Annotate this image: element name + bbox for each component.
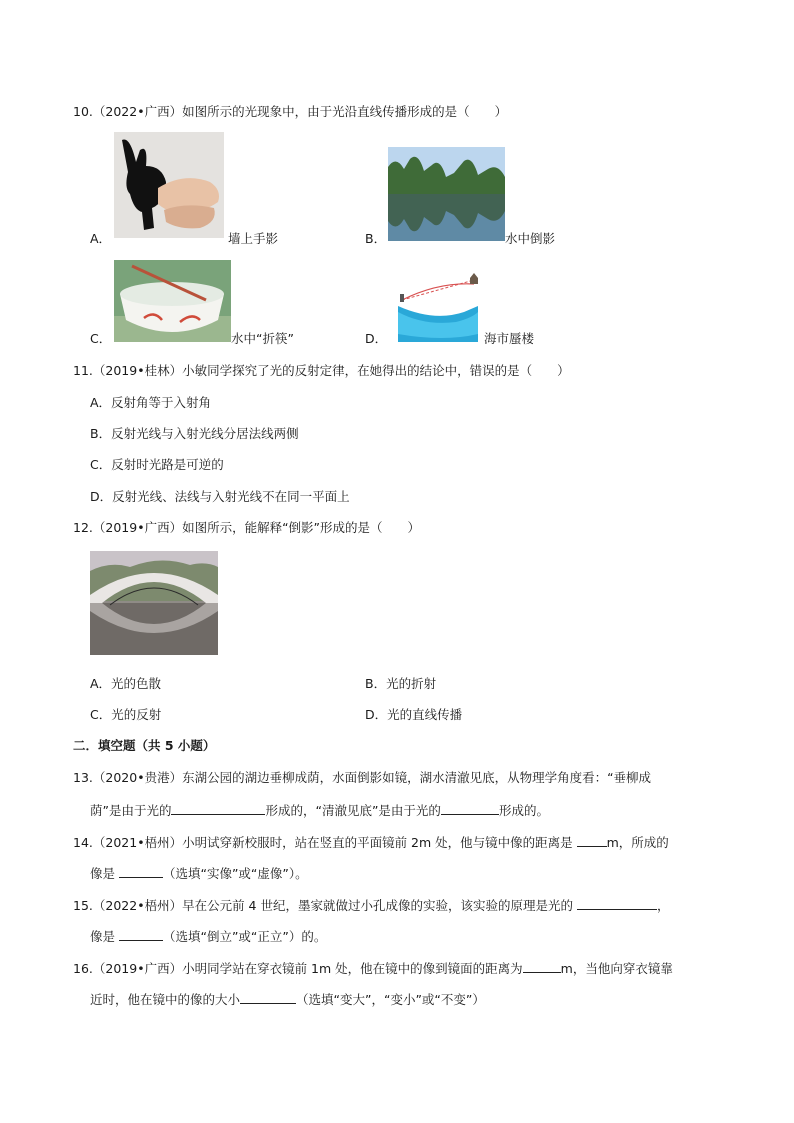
q10-option-c-caption: 水中“折筷” [231,331,294,346]
rabbit-hand-shadow-image [114,132,224,238]
q16-line2-part-b: （选填“变大”，“变小”或“不变”） [296,992,485,1007]
q10-stem: 10.（2022•广西）如图所示的光现象中，由于光沿直线传播形成的是（ ） [73,104,508,119]
q15-line2-part-b: （选填“倒立”或“正立”）的。 [162,929,327,944]
q16-blank-1[interactable] [523,959,561,973]
q14-blank-1[interactable] [577,833,607,847]
q13-line2-part-a: 荫”是由于光的 [90,803,172,818]
q14-line2-part-a: 像是 [90,866,119,881]
q12-stem: 12.（2019•广西）如图所示，能解释“倒影”形成的是（ ） [73,520,421,535]
q15-line1-part-a: 15.（2022•梧州）早在公元前 4 世纪，墨家就做过小孔成像的实验，该实验的原理是光的 [73,898,577,913]
q13-blank-1[interactable] [171,801,265,815]
q13-line2-part-c: 形成的。 [498,803,549,818]
q15-line1 [73,896,669,914]
chopstick-bowl-image [114,260,231,342]
q16-blank-2[interactable] [240,990,296,1004]
q12-option-b: B．光的折射 [365,676,437,691]
mirage-diagram-icon [394,272,481,342]
q15-line2-part-a: 像是 [90,929,119,944]
q16-line1-part-b: m，当他向穿衣镜靠 [560,961,673,976]
section-title: 二．填空题（共 5 小题） [73,738,216,753]
q10-option-a-letter: A． [90,231,112,246]
bowl-chopstick-icon [114,260,231,342]
q13-line2-part-b: 形成的，“清澈见底”是由于光的 [265,803,441,818]
q15-line1-part-b: ， [656,898,670,913]
q10-option-d-letter: D． [365,331,388,346]
q12-option-c: C．光的反射 [90,707,162,722]
q13-line1: 13.（2020•贵港）东湖公园的湖边垂柳成荫，水面倒影如镜，湖水清澈见底，从物理学角度看：“垂柳成 [73,770,652,785]
q12-option-d: D．光的直线传播 [365,707,463,722]
mountain-reflection-icon [388,147,505,241]
q15-blank-1[interactable] [577,896,657,910]
q16-line2-part-a: 近时，他在镜中的像的大小 [90,992,241,1007]
q13-line2 [90,801,549,819]
q12-option-a: A．光的色散 [90,676,162,691]
q11-option-a: A．反射角等于入射角 [90,395,212,410]
q10-option-a-caption: 墙上手影 [228,231,279,246]
q14-line2-part-b: （选填“实像”或“虚像”）。 [162,866,308,881]
rabbit-shadow-icon [114,132,224,238]
q16-line2 [90,990,485,1008]
q10-option-d-caption: 海市蜃楼 [484,331,535,346]
q10-option-b-caption: 水中倒影 [505,231,556,246]
q14-blank-2[interactable] [119,864,163,878]
q16-line1-part-a: 16.（2019•广西）小明同学站在穿衣镜前 1m 处，他在镜中的像到镜面的距离为 [73,961,523,976]
q11-option-b: B．反射光线与入射光线分居法线两侧 [90,426,299,441]
mountain-lake-image [388,147,505,241]
q11-option-c: C．反射时光路是可逆的 [90,457,224,472]
q15-blank-2[interactable] [119,927,163,941]
mirage-image [394,272,481,342]
arch-bridge-icon [90,551,218,655]
q13-blank-2[interactable] [441,801,499,815]
q14-line2 [90,864,308,882]
q11-option-d: D．反射光线、法线与入射光线不在同一平面上 [90,489,350,504]
q14-line1 [73,833,669,851]
q10-option-b-letter: B． [365,231,387,246]
q14-line1-part-b: m，所成的 [606,835,669,850]
q14-line1-part-a: 14.（2021•梧州）小明试穿新校服时，站在竖直的平面镜前 2m 处，他与镜中像的距离是 [73,835,577,850]
arch-bridge-image [90,551,218,655]
q16-line1 [73,959,673,977]
q15-line2 [90,927,326,945]
q10-option-c-letter: C． [90,331,112,346]
q11-stem: 11.（2019•桂林）小敏同学探究了光的反射定律，在她得出的结论中，错误的是（ ） [73,363,570,378]
